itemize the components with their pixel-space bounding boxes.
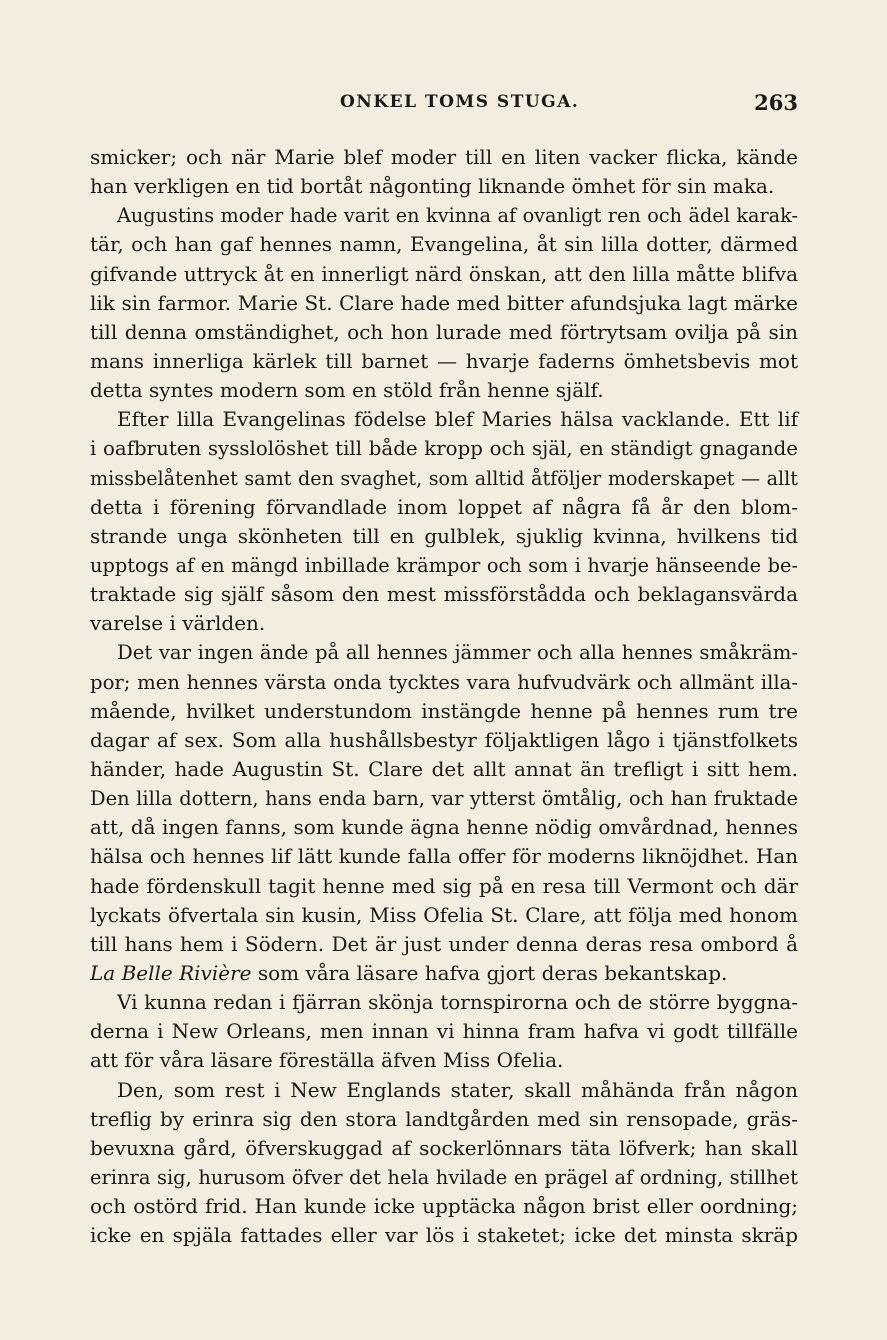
text-line: varelse i världen. bbox=[90, 611, 266, 636]
ship-name: La Belle Rivière bbox=[90, 960, 252, 985]
running-title: ONKEL TOMS STUGA. bbox=[340, 92, 580, 112]
text-line: traktade sig själf såsom den mest missförstådda och beklagansvärda bbox=[90, 582, 798, 607]
text-line: Augustins moder hade varit en kvinna af ovanligt ren och ädel karak- bbox=[117, 204, 798, 228]
text-line: por; men hennes värsta onda tycktes vara hufvudvärk och allmänt illa- bbox=[90, 670, 798, 694]
text-line: treflig by erinra sig den stora landtgården med sin rensopade, gräs- bbox=[90, 1106, 798, 1131]
text-line: missbelåtenhet samt den svaghet, som alltid åtföljer moderskapet — allt bbox=[90, 466, 798, 490]
text-line: Den lilla dottern, hans enda barn, var ytterst ömtålig, och han fruktade bbox=[90, 787, 798, 811]
text-line: mående, hvilket understundom instängde henne på hennes rum tre bbox=[90, 698, 798, 723]
text-line: smicker; och när Marie blef moder till en liten vacker flicka, kände bbox=[90, 145, 798, 169]
text-line: lik sin farmor. Marie St. Clare hade med bitter afundsjuka lagt märke bbox=[90, 290, 798, 315]
text-line-rest: som våra läsare hafva gjort deras bekantskap. bbox=[251, 960, 728, 985]
page-number: 263 bbox=[754, 90, 798, 115]
text-line: händer, hade Augustin St. Clare det allt annat än trefligt i sitt hem. bbox=[90, 756, 798, 781]
text-line: tär, och han gaf hennes namn, Evangelina, åt sin lilla dotter, därmed bbox=[90, 232, 798, 257]
text-line: att för våra läsare föreställa äfven Miss Ofelia. bbox=[90, 1048, 564, 1073]
text-line: han verkligen en tid bortåt någonting liknande ömhet för sin maka. bbox=[90, 174, 775, 199]
text-line: derna i New Orleans, men innan vi hinna fram hafva vi godt tillfälle bbox=[90, 1019, 798, 1044]
text-line: till denna omständighet, och hon lurade med förtrytsam ovilja på sin bbox=[90, 319, 798, 344]
text-line: mans innerliga kärlek till barnet — hvarje faderns ömhetsbevis mot bbox=[90, 348, 798, 373]
text-line: Det var ingen ände på all hennes jämmer och alla hennes småkräm- bbox=[117, 641, 798, 665]
text-line: strande unga skönheten till en gulblek, sjuklig kvinna, hvilkens tid bbox=[90, 523, 798, 548]
text-line: upptogs af en mängd inbillade krämpor och som i hvarje hänseende be- bbox=[90, 553, 798, 577]
text-line: lyckats öfvertala sin kusin, Miss Ofelia St. Clare, att följa med honom bbox=[90, 902, 798, 927]
text-line-italic bbox=[90, 959, 798, 988]
text-line: hade fördenskull tagit henne med sig på en resa till Vermont och där bbox=[90, 873, 798, 898]
text-line: gifvande uttryck åt en innerligt närd önskan, att den lilla måtte blifva bbox=[90, 261, 798, 286]
text-line: erinra sig, hurusom öfver det hela hvilade en prägel af ordning, stillhet bbox=[90, 1165, 798, 1189]
text-line: i oafbruten sysslolöshet till både kropp och själ, en ständigt gnagande bbox=[90, 437, 798, 461]
text-line: bevuxna gård, öfverskuggad af sockerlönnars täta löfverk; han skall bbox=[90, 1135, 798, 1160]
text-line: till hans hem i Södern. Det är just under denna deras resa ombord å bbox=[90, 931, 798, 956]
text-line: Efter lilla Evangelinas födelse blef Maries hälsa vacklande. Ett lif bbox=[117, 407, 798, 432]
text-line: icke en spjäla fattades eller var lös i staketet; icke det minsta skräp bbox=[90, 1223, 798, 1248]
text-line: detta syntes modern som en stöld från henne själf. bbox=[90, 378, 604, 403]
text-line: detta i förening förvandlade inom loppet af några få år den blom- bbox=[90, 494, 798, 519]
text-line: Den, som rest i New Englands stater, skall måhända från någon bbox=[117, 1077, 798, 1102]
body-text bbox=[90, 143, 798, 1250]
text-line: Vi kunna redan i fjärran skönja tornspirorna och de större byggna- bbox=[117, 990, 798, 1015]
text-line: hälsa och hennes lif lätt kunde falla offer för moderns liknöjdhet. Han bbox=[90, 845, 798, 869]
text-line: dagar af sex. Som alla hushållsbestyr följaktligen lågo i tjänstfolkets bbox=[90, 727, 798, 752]
text-line: att, då ingen fanns, som kunde ägna henne nödig omvårdnad, hennes bbox=[90, 815, 798, 840]
text-line: och ostörd frid. Han kunde icke upptäcka någon brist eller oordning; bbox=[90, 1194, 798, 1219]
